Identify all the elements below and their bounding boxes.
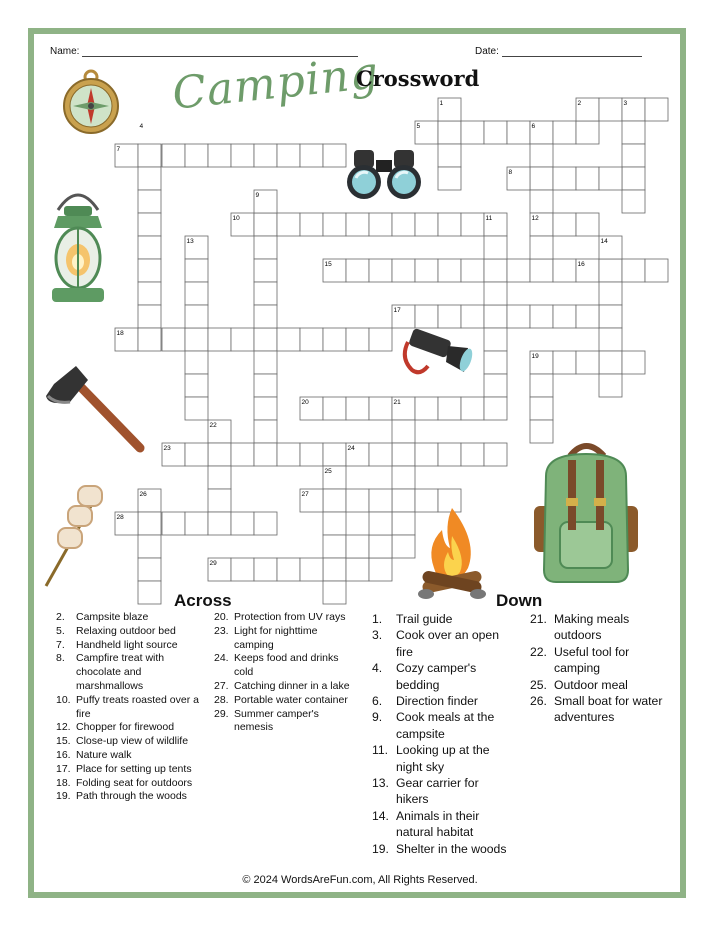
grid-cell[interactable]	[369, 213, 392, 236]
clue-item	[372, 611, 512, 627]
grid-cell[interactable]	[484, 305, 507, 328]
grid-cell[interactable]	[231, 443, 254, 466]
grid-cell[interactable]	[346, 213, 369, 236]
clue-item-text: Gear carrier for hikers	[396, 776, 479, 807]
clue-item-text: Relaxing outdoor bed	[76, 624, 176, 637]
clue-item-text: Trail guide	[396, 612, 453, 626]
clue-number: 3	[623, 100, 628, 107]
clue-number: 12	[531, 215, 539, 222]
clue-item	[372, 709, 512, 742]
clue-item	[530, 693, 670, 726]
grid-cell[interactable]	[254, 213, 277, 236]
grid-cell[interactable]	[323, 213, 346, 236]
clue-item-number: 5.	[56, 624, 65, 637]
clue-item-number: 19.	[372, 841, 389, 856]
grid-cell[interactable]	[369, 489, 392, 512]
clue-item-number: 3.	[372, 628, 383, 643]
clue-number: 20	[301, 399, 309, 406]
grid-cell[interactable]	[484, 282, 507, 305]
clue-item-text: Cook meals at the campsite	[396, 710, 495, 741]
grid-cell[interactable]	[185, 443, 208, 466]
across-clues-col1	[56, 611, 206, 804]
clue-item-number: 28.	[214, 693, 229, 706]
grid-cell[interactable]	[277, 443, 300, 466]
clue-item-number: 25.	[530, 677, 547, 692]
grid-cell[interactable]	[254, 512, 277, 535]
grid-cell[interactable]	[622, 144, 645, 167]
grid-cell[interactable]	[461, 213, 484, 236]
grid-cell[interactable]	[392, 213, 415, 236]
clue-item	[56, 735, 206, 749]
across-heading: Across	[174, 591, 232, 610]
grid-cell[interactable]	[392, 466, 415, 489]
grid-cell[interactable]	[369, 328, 392, 351]
grid-cell[interactable]	[622, 121, 645, 144]
clue-number: 4	[139, 123, 144, 130]
clue-item	[56, 625, 206, 639]
clue-item-text: Cozy camper's bedding	[396, 661, 477, 692]
grid-cell[interactable]	[300, 213, 323, 236]
grid-cell[interactable]	[138, 282, 161, 305]
clue-item	[56, 694, 206, 722]
grid-cell[interactable]	[185, 144, 208, 167]
grid-cell[interactable]	[254, 259, 277, 282]
grid-cell[interactable]	[277, 213, 300, 236]
clue-item-text: Chopper for firewood	[76, 721, 175, 734]
grid-cell[interactable]	[484, 236, 507, 259]
grid-cell[interactable]	[346, 259, 369, 282]
grid-cell[interactable]	[530, 167, 553, 190]
clue-item	[214, 625, 356, 653]
clue-item-number: 16.	[56, 748, 71, 761]
clue-number: 26	[139, 491, 147, 498]
clue-item-number: 22.	[530, 644, 547, 659]
grid-cell[interactable]	[300, 443, 323, 466]
grid-cell[interactable]	[323, 581, 346, 604]
grid-cell[interactable]	[530, 305, 553, 328]
clue-item	[214, 694, 356, 708]
grid-cell[interactable]	[622, 351, 645, 374]
grid-cell[interactable]	[138, 535, 161, 558]
clue-item	[56, 749, 206, 763]
clue-item-text: Protection from UV rays	[234, 611, 346, 623]
clue-item	[372, 742, 512, 775]
clue-item-number: 4.	[372, 661, 383, 676]
grid-cell[interactable]	[277, 558, 300, 581]
grid-cell[interactable]	[461, 397, 484, 420]
across-clues-col2	[214, 611, 356, 735]
grid-cell[interactable]	[323, 443, 346, 466]
clue-item-text: Campsite blaze	[76, 611, 149, 623]
grid-cell[interactable]	[622, 167, 645, 190]
grid-cell[interactable]	[484, 259, 507, 282]
clue-number: 15	[324, 261, 332, 268]
grid-cell[interactable]	[576, 121, 599, 144]
grid-cell[interactable]	[208, 443, 231, 466]
grid-cell[interactable]	[185, 305, 208, 328]
clue-item-text: Puffy treats roasted over a fire	[76, 693, 199, 720]
clue-item	[372, 693, 512, 709]
grid-cell[interactable]	[185, 351, 208, 374]
grid-cell[interactable]	[369, 397, 392, 420]
grid-cell[interactable]	[323, 512, 346, 535]
grid-cell[interactable]	[300, 144, 323, 167]
grid-cell[interactable]	[438, 397, 461, 420]
grid-cell[interactable]	[277, 144, 300, 167]
grid-cell[interactable]	[484, 121, 507, 144]
grid-cell[interactable]	[138, 190, 161, 213]
clue-number: 13	[186, 238, 194, 245]
grid-cell[interactable]	[138, 558, 161, 581]
grid-cell[interactable]	[162, 512, 185, 535]
grid-cell[interactable]	[138, 213, 161, 236]
grid-cell[interactable]	[138, 581, 161, 604]
clue-item	[372, 660, 512, 693]
grid-cell[interactable]	[162, 328, 185, 351]
copyright-footer: © 2024 WordsAreFun.com, All Rights Reserved.	[242, 874, 478, 886]
grid-cell[interactable]	[415, 259, 438, 282]
grid-cell[interactable]	[530, 374, 553, 397]
clue-item-number: 10.	[56, 693, 71, 706]
grid-cell[interactable]	[138, 512, 161, 535]
clue-number: 1	[439, 100, 444, 107]
clue-item	[530, 644, 670, 677]
grid-cell[interactable]	[599, 374, 622, 397]
grid-cell[interactable]	[484, 328, 507, 351]
grid-cell[interactable]	[323, 489, 346, 512]
clue-item-number: 2.	[56, 611, 65, 623]
grid-cell[interactable]	[185, 282, 208, 305]
grid-cell[interactable]	[138, 144, 161, 167]
clue-item-text: Looking up at the night sky	[396, 743, 490, 774]
grid-cell[interactable]	[138, 236, 161, 259]
grid-cell[interactable]	[576, 305, 599, 328]
marshmallow-skewer-icon	[40, 482, 110, 588]
grid-cell[interactable]	[438, 121, 461, 144]
grid-cell[interactable]	[208, 512, 231, 535]
grid-cell[interactable]	[323, 397, 346, 420]
grid-cell[interactable]	[392, 512, 415, 535]
grid-cell[interactable]	[438, 213, 461, 236]
grid-cell[interactable]	[507, 259, 530, 282]
clue-item	[372, 627, 512, 660]
clue-number: 23	[163, 445, 171, 452]
clue-item-number: 9.	[372, 710, 383, 725]
clue-number: 2	[577, 100, 582, 107]
clue-item	[530, 677, 670, 693]
axe-icon	[44, 362, 148, 454]
grid-cell[interactable]	[553, 351, 576, 374]
grid-cell[interactable]	[208, 144, 231, 167]
clue-item	[372, 841, 512, 857]
grid-cell[interactable]	[392, 489, 415, 512]
grid-cell[interactable]	[231, 144, 254, 167]
clue-item-text: Summer camper's nemesis	[234, 707, 319, 734]
clue-item	[56, 777, 206, 791]
clue-number: 29	[209, 560, 217, 567]
clue-item-text: Portable water container	[234, 693, 348, 706]
clue-item-number: 7.	[56, 638, 65, 651]
clue-number: 5	[416, 123, 421, 130]
grid-cell[interactable]	[599, 259, 622, 282]
clue-item-text: Campfire treat with chocolate and marshmallows	[76, 652, 165, 692]
clue-item-number: 12.	[56, 721, 71, 734]
name-label: Name:	[50, 46, 80, 57]
grid-cell[interactable]	[392, 259, 415, 282]
grid-cell[interactable]	[138, 259, 161, 282]
clue-number: 18	[116, 330, 124, 337]
grid-cell[interactable]	[530, 236, 553, 259]
clue-item-number: 15.	[56, 735, 71, 748]
grid-cell[interactable]	[208, 489, 231, 512]
grid-cell[interactable]	[346, 535, 369, 558]
grid-cell[interactable]	[231, 558, 254, 581]
clue-item	[56, 652, 206, 693]
grid-cell[interactable]	[438, 443, 461, 466]
grid-cell[interactable]	[484, 374, 507, 397]
clue-item-number: 19.	[56, 790, 71, 803]
clue-item-text: Place for setting up tents	[76, 762, 192, 775]
grid-cell[interactable]	[645, 98, 668, 121]
clue-item-text: Direction finder	[396, 694, 478, 709]
grid-cell[interactable]	[346, 558, 369, 581]
down-clues-col2	[530, 611, 670, 726]
grid-cell[interactable]	[300, 328, 323, 351]
grid-cell[interactable]	[254, 443, 277, 466]
grid-cell[interactable]	[645, 259, 668, 282]
clue-item-text: Keeps food and drinks cold	[234, 652, 339, 679]
grid-cell[interactable]	[415, 213, 438, 236]
clue-item	[56, 790, 206, 804]
grid-cell[interactable]	[507, 305, 530, 328]
clue-number: 17	[393, 307, 401, 314]
clue-item	[530, 611, 670, 644]
grid-cell[interactable]	[415, 397, 438, 420]
clue-number: 16	[577, 261, 585, 268]
compass-icon	[60, 68, 122, 134]
grid-cell[interactable]	[599, 328, 622, 351]
date-label: Date:	[475, 46, 499, 57]
grid-cell[interactable]	[438, 144, 461, 167]
clue-number: 7	[116, 146, 121, 153]
grid-cell[interactable]	[392, 535, 415, 558]
grid-cell[interactable]	[277, 328, 300, 351]
grid-cell[interactable]	[346, 328, 369, 351]
grid-cell[interactable]	[438, 259, 461, 282]
grid-cell[interactable]	[254, 351, 277, 374]
grid-cell[interactable]	[231, 512, 254, 535]
grid-cell[interactable]	[369, 259, 392, 282]
grid-cell[interactable]	[576, 167, 599, 190]
clue-item	[56, 611, 206, 625]
clue-item-text: Close-up view of wildlife	[76, 735, 189, 748]
grid-cell[interactable]	[323, 144, 346, 167]
clue-item	[214, 611, 356, 625]
clue-number: 8	[508, 169, 513, 176]
clue-item-number: 24.	[214, 652, 229, 665]
clue-item-number: 6.	[372, 694, 383, 709]
clue-item-number: 27.	[214, 679, 229, 692]
grid-cell[interactable]	[323, 558, 346, 581]
grid-cell[interactable]	[369, 558, 392, 581]
grid-cell[interactable]	[392, 443, 415, 466]
grid-cell[interactable]	[576, 351, 599, 374]
title-script: Camping	[169, 47, 382, 120]
clue-item	[214, 680, 356, 694]
clue-item-text: Making meals outdoors	[554, 612, 630, 643]
clue-item	[372, 808, 512, 841]
grid-cell[interactable]	[484, 351, 507, 374]
clue-item-number: 20.	[214, 611, 229, 623]
grid-cell[interactable]	[254, 374, 277, 397]
grid-cell[interactable]	[461, 121, 484, 144]
grid-cell[interactable]	[185, 328, 208, 351]
grid-cell[interactable]	[599, 167, 622, 190]
down-heading: Down	[496, 591, 543, 610]
grid-cell[interactable]	[415, 443, 438, 466]
clue-item-text: Small boat for water adventures	[554, 694, 663, 725]
grid-cell[interactable]	[438, 167, 461, 190]
grid-cell[interactable]	[530, 190, 553, 213]
grid-cell[interactable]	[254, 144, 277, 167]
grid-cell[interactable]	[599, 282, 622, 305]
grid-cell[interactable]	[530, 144, 553, 167]
grid-cell[interactable]	[622, 190, 645, 213]
clue-item-number: 18.	[56, 776, 71, 789]
grid-cell[interactable]	[530, 397, 553, 420]
grid-cell[interactable]	[138, 167, 161, 190]
grid-cell[interactable]	[553, 167, 576, 190]
clue-item-number: 8.	[56, 652, 65, 665]
clue-item-text: Outdoor meal	[554, 677, 628, 692]
grid-cell[interactable]	[484, 397, 507, 420]
grid-cell[interactable]	[254, 305, 277, 328]
grid-cell[interactable]	[369, 512, 392, 535]
grid-cell[interactable]	[553, 259, 576, 282]
clue-number: 10	[232, 215, 240, 222]
clue-number: 9	[255, 192, 260, 199]
clue-item	[56, 721, 206, 735]
clue-number: 27	[301, 491, 309, 498]
clue-item-text: Catching dinner in a lake	[234, 679, 350, 692]
grid-cell[interactable]	[254, 236, 277, 259]
grid-cell[interactable]	[507, 121, 530, 144]
clue-item-number: 14.	[372, 808, 389, 823]
grid-cell[interactable]	[599, 351, 622, 374]
clue-item-text: Path through the woods	[76, 790, 187, 803]
clue-item-number: 29.	[214, 707, 229, 720]
title-bold: Crossword	[356, 66, 480, 91]
clue-number: 14	[600, 238, 608, 245]
clue-number: 24	[347, 445, 355, 452]
grid-cell[interactable]	[323, 535, 346, 558]
grid-cell[interactable]	[254, 420, 277, 443]
campfire-icon	[416, 506, 488, 600]
clue-item-text: Cook over an open fire	[396, 628, 499, 659]
binoculars-icon	[346, 146, 422, 202]
grid-cell[interactable]	[346, 397, 369, 420]
grid-cell[interactable]	[576, 213, 599, 236]
grid-cell[interactable]	[599, 305, 622, 328]
grid-cell[interactable]	[185, 512, 208, 535]
clue-item-number: 23.	[214, 624, 229, 637]
clue-item-number: 11.	[372, 743, 389, 758]
clue-number: 25	[324, 468, 332, 475]
grid-cell[interactable]	[622, 259, 645, 282]
grid-cell[interactable]	[138, 305, 161, 328]
grid-cell[interactable]	[300, 558, 323, 581]
clue-number: 6	[531, 123, 536, 130]
grid-cell[interactable]	[254, 397, 277, 420]
clue-item-number: 13.	[372, 776, 389, 791]
grid-cell[interactable]	[208, 466, 231, 489]
flashlight-icon	[398, 324, 478, 380]
lantern-icon	[42, 184, 114, 308]
clue-number: 11	[485, 215, 493, 222]
grid-cell[interactable]	[162, 144, 185, 167]
clue-item-text: Shelter in the woods	[396, 841, 507, 856]
clue-item-text: Handheld light source	[76, 638, 178, 651]
clue-item-number: 1.	[372, 612, 383, 626]
grid-cell[interactable]	[208, 328, 231, 351]
grid-cell[interactable]	[461, 259, 484, 282]
clue-item-text: Animals in their natural habitat	[396, 808, 480, 840]
grid-cell[interactable]	[254, 328, 277, 351]
clue-item	[56, 763, 206, 777]
down-clues-col1	[372, 611, 512, 857]
clue-item-number: 17.	[56, 762, 71, 775]
grid-cell[interactable]	[185, 397, 208, 420]
clue-number: 22	[209, 422, 217, 429]
grid-cell[interactable]	[461, 443, 484, 466]
grid-cell[interactable]	[369, 535, 392, 558]
grid-cell[interactable]	[392, 420, 415, 443]
grid-cell[interactable]	[553, 213, 576, 236]
grid-cell[interactable]	[599, 98, 622, 121]
grid-cell[interactable]	[138, 328, 161, 351]
clue-item-text: Folding seat for outdoors	[76, 776, 193, 789]
grid-cell[interactable]	[530, 259, 553, 282]
grid-cell[interactable]	[484, 443, 507, 466]
clue-item-text: Useful tool for camping	[554, 644, 630, 676]
clue-number: 19	[531, 353, 539, 360]
grid-cell[interactable]	[346, 489, 369, 512]
clue-item	[214, 652, 356, 680]
grid-cell[interactable]	[323, 328, 346, 351]
grid-cell[interactable]	[185, 259, 208, 282]
grid-cell[interactable]	[369, 443, 392, 466]
clue-item	[214, 708, 356, 736]
clue-item	[56, 639, 206, 653]
grid-cell[interactable]	[254, 558, 277, 581]
clue-number: 21	[393, 399, 401, 406]
clue-item	[372, 775, 512, 808]
clue-number: 28	[116, 514, 124, 521]
clue-item-number: 26.	[530, 694, 547, 709]
backpack-icon	[524, 436, 648, 586]
grid-cell[interactable]	[231, 328, 254, 351]
clue-item-number: 21.	[530, 612, 547, 626]
grid-cell[interactable]	[185, 374, 208, 397]
grid-cell[interactable]	[553, 121, 576, 144]
grid-cell[interactable]	[254, 282, 277, 305]
clue-item-text: Nature walk	[76, 748, 132, 761]
grid-cell[interactable]	[553, 305, 576, 328]
clue-item-text: Light for nighttime camping	[234, 624, 318, 651]
